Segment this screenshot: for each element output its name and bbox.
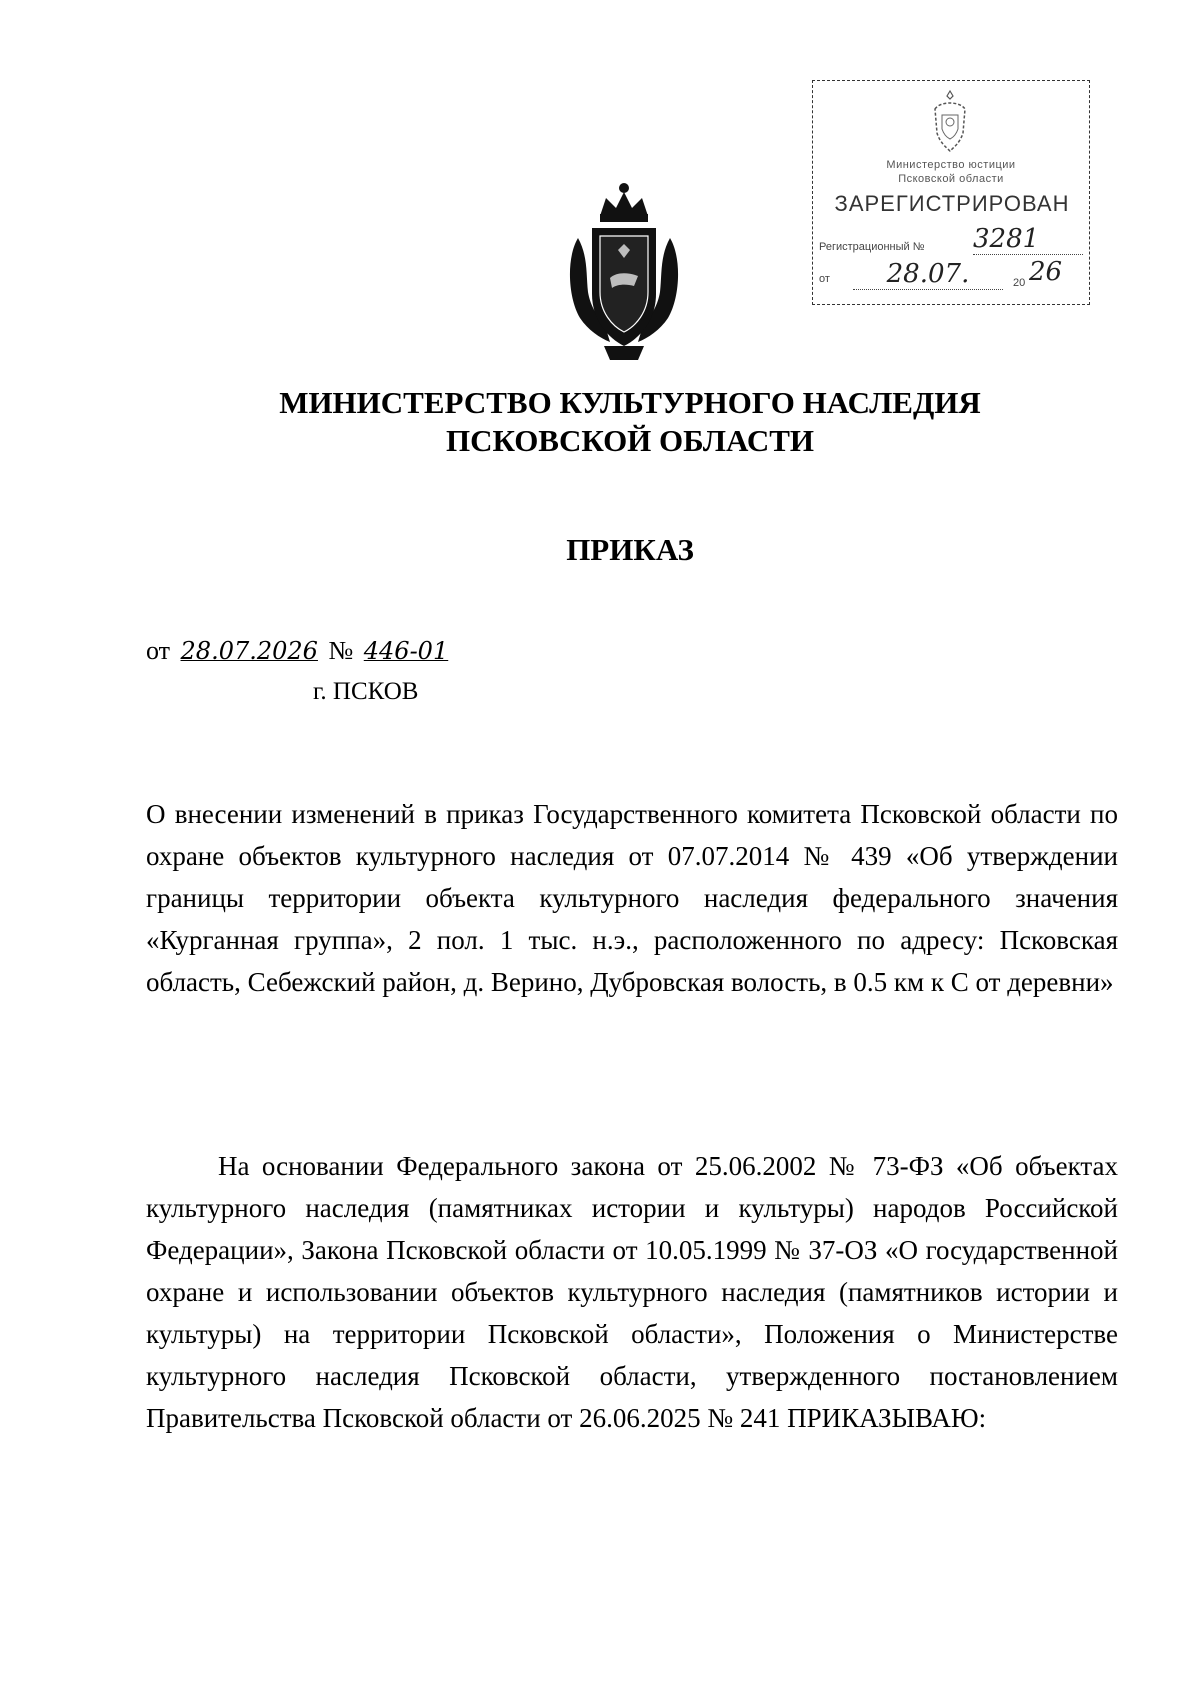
coat-of-arms-icon [560, 178, 688, 368]
order-date-prefix: от [146, 636, 171, 665]
order-basis-paragraph: На основании Федерального закона от 25.06.2002 № 73-ФЗ «Об объектах культурного наследия (памятниках истории и культуры) народов Российской Федерации», Закона Псковской области от 10.05.1999 № 37-ОЗ «О государственной охране и использовании объектов культурного наследия (памятников истории и культуры) на территории Псковской области», Положения о Министерстве культурного наследия Псковской области, утвержденного постановлением Правительства Псковской области от 26.06.2025 № 241 ПРИКАЗЫВАЮ: [146, 1151, 1118, 1433]
order-number-label: № [328, 636, 354, 665]
registration-stamp [812, 80, 1090, 305]
order-date-value: 28.07.2026 [180, 637, 318, 665]
stamp-date-label: от [819, 273, 830, 285]
order-date-line [146, 636, 452, 666]
ministry-name-line2: ПСКОВСКОЙ ОБЛАСТИ [445, 423, 815, 458]
order-city: г. ПСКОВ [313, 678, 419, 705]
ministry-name [30, 384, 1200, 460]
stamp-region-line: Псковской области [898, 173, 1004, 185]
order-subject-paragraph: О внесении изменений в приказ Государственного комитета Псковской области по охране объектов культурного наследия от 07.07.2014 № 439 «Об утверждении границы территории объекта культурного наследия федерального значения «Курганная группа», 2 пол. 1 тыс. н.э., расположенного по адресу: Псковская область, Себежский район, д. Верино, Дубровская волость, в 0.5 км к С от деревни» [146, 799, 1118, 997]
stamp-date-value: 28.07. [853, 259, 1003, 290]
stamp-year-prefix: 20 [1013, 277, 1026, 289]
document-type-title: ПРИКАЗ [566, 532, 694, 567]
order-number-value: 446-01 [363, 637, 449, 665]
stamp-registered-label: ЗАРЕГИСТРИРОВАН [834, 191, 1070, 216]
stamp-year-value: 26 [1029, 257, 1063, 287]
stamp-reg-number-label: Регистрационный № [819, 241, 925, 253]
stamp-emblem-icon [925, 87, 975, 157]
ministry-name-line1: МИНИСТЕРСТВО КУЛЬТУРНОГО НАСЛЕДИЯ [279, 385, 981, 420]
stamp-ministry-line: Министерство юстиции [886, 159, 1016, 171]
stamp-reg-number: 3281 [973, 224, 1083, 255]
